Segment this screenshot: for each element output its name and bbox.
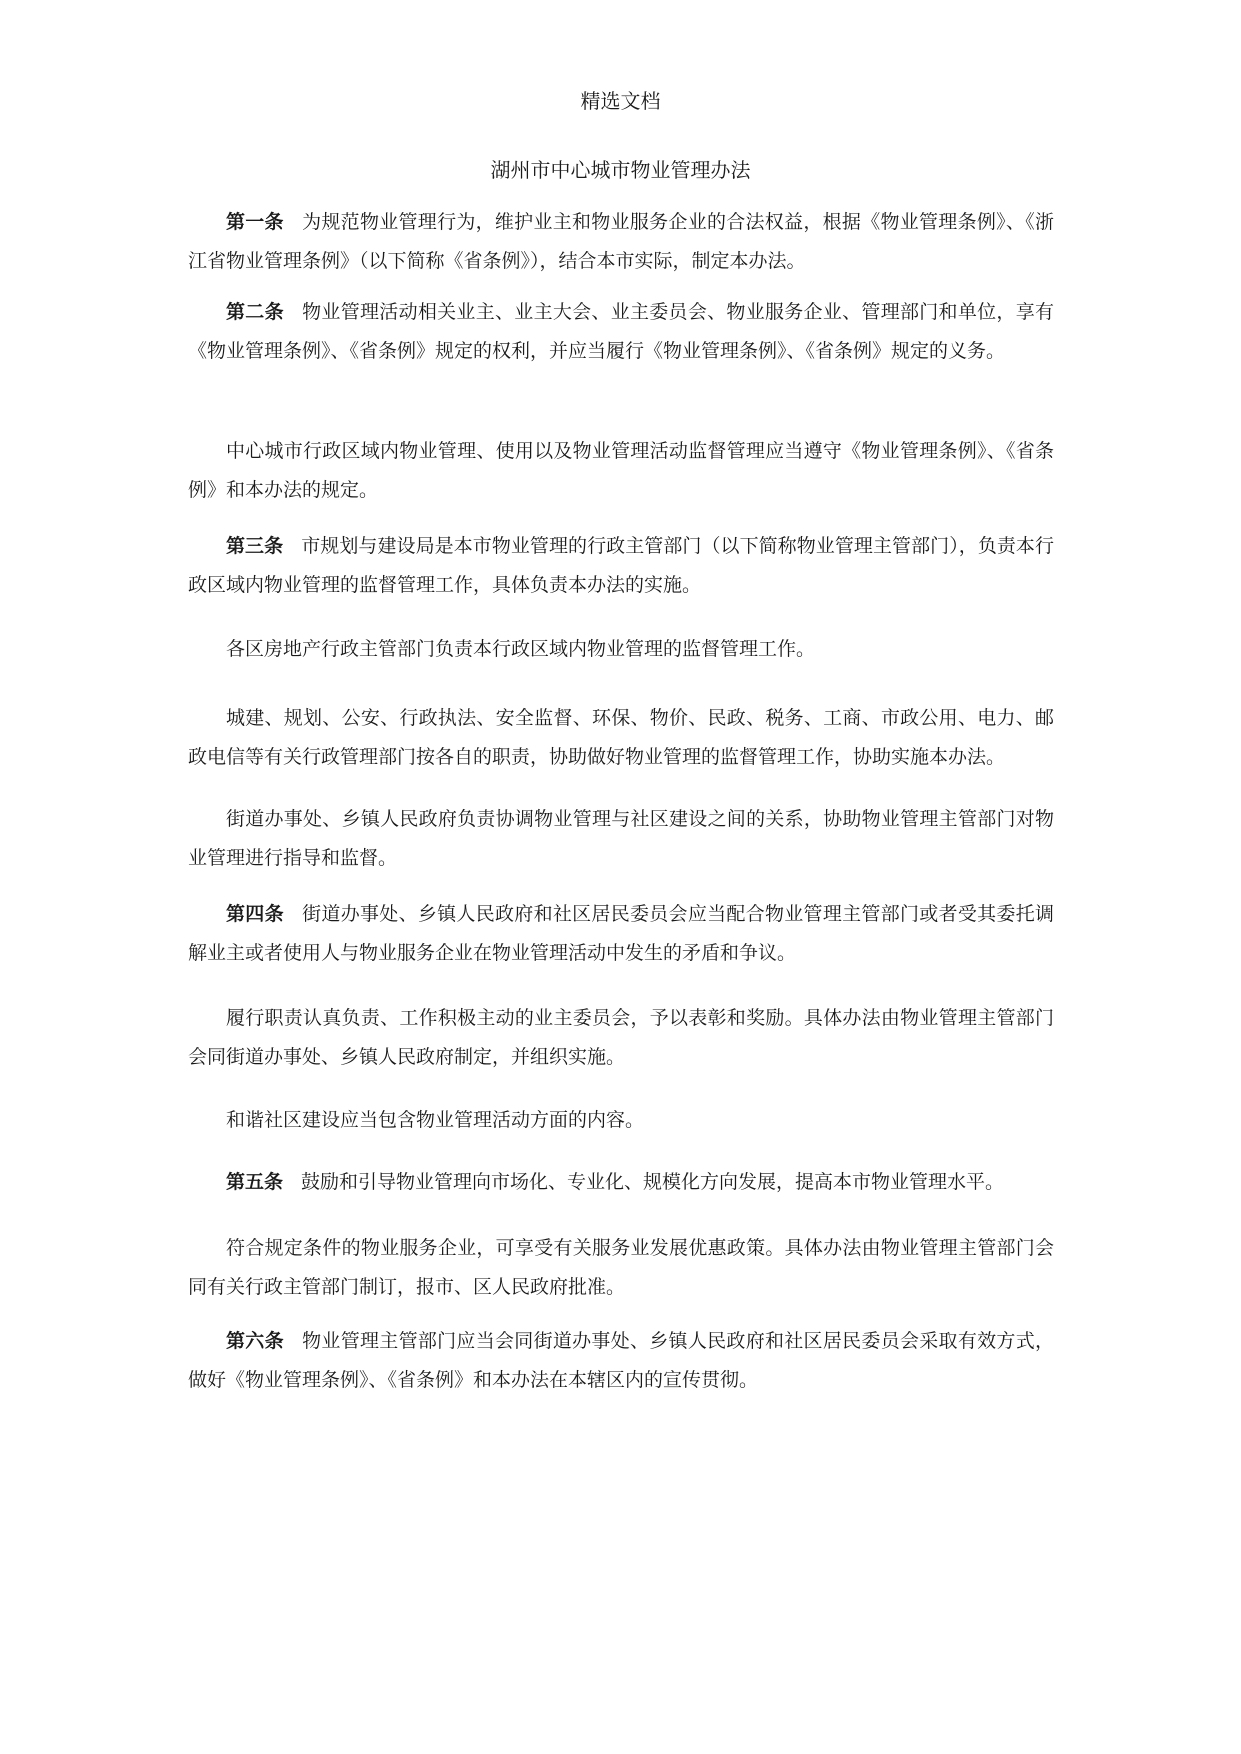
paragraph-article-1 (188, 203, 1054, 281)
paragraph-text: 符合规定条件的物业服务企业，可享受有关服务业发展优惠政策。具体办法由物业管理主管部门会同有关行政主管部门制订，报市、区人民政府批准。 (188, 1237, 1054, 1298)
page-header: 精选文档 (580, 89, 661, 113)
paragraph-article-5 (188, 1163, 1054, 1202)
paragraph (188, 432, 1054, 510)
paragraph (188, 999, 1054, 1077)
article-number: 第二条 (226, 301, 284, 323)
paragraph (188, 800, 1054, 878)
paragraph-text: 城建、规划、公安、行政执法、安全监督、环保、物价、民政、税务、工商、市政公用、电力、邮政电信等有关行政管理部门按各自的职责，协助做好物业管理的监督管理工作，协助实施本办法。 (188, 707, 1054, 768)
paragraph (188, 1229, 1054, 1307)
paragraph-text: 为规范物业管理行为，维护业主和物业服务企业的合法权益，根据《物业管理条例》、《浙江省物业管理条例》（以下简称《省条例》），结合本市实际，制定本办法。 (188, 211, 1054, 272)
paragraph-text: 和谐社区建设应当包含物业管理活动方面的内容。 (226, 1109, 645, 1131)
paragraph-article-6 (188, 1322, 1054, 1400)
article-number: 第四条 (226, 903, 284, 925)
paragraph-text: 履行职责认真负责、工作积极主动的业主委员会，予以表彰和奖励。具体办法由物业管理主管部门会同街道办事处、乡镇人民政府制定，并组织实施。 (188, 1007, 1054, 1068)
paragraph (188, 630, 1054, 669)
paragraph-text: 各区房地产行政主管部门负责本行政区域内物业管理的监督管理工作。 (226, 638, 816, 660)
paragraph-text: 鼓励和引导物业管理向市场化、专业化、规模化方向发展，提高本市物业管理水平。 (301, 1171, 1005, 1193)
paragraph-text: 中心城市行政区域内物业管理、使用以及物业管理活动监督管理应当遵守《物业管理条例》、《省条例》和本办法的规定。 (188, 440, 1054, 501)
paragraph-article-4 (188, 895, 1054, 973)
article-number: 第一条 (226, 211, 284, 233)
paragraph-article-3 (188, 527, 1054, 605)
paragraph-text: 物业管理活动相关业主、业主大会、业主委员会、物业服务企业、管理部门和单位，享有《物业管理条例》、《省条例》规定的权利，并应当履行《物业管理条例》、《省条例》规定的义务。 (188, 301, 1054, 362)
paragraph-text: 街道办事处、乡镇人民政府负责协调物业管理与社区建设之间的关系，协助物业管理主管部门对物业管理进行指导和监督。 (188, 808, 1054, 869)
paragraph-text: 物业管理主管部门应当会同街道办事处、乡镇人民政府和社区居民委员会采取有效方式，做好《物业管理条例》、《省条例》和本办法在本辖区内的宣传贯彻。 (188, 1330, 1054, 1391)
paragraph (188, 699, 1054, 777)
paragraph-text: 街道办事处、乡镇人民政府和社区居民委员会应当配合物业管理主管部门或者受其委托调解业主或者使用人与物业服务企业在物业管理活动中发生的矛盾和争议。 (188, 903, 1054, 964)
document-title: 湖州市中心城市物业管理办法 (490, 158, 751, 182)
paragraph-text: 市规划与建设局是本市物业管理的行政主管部门（以下简称物业管理主管部门），负责本行政区域内物业管理的监督管理工作，具体负责本办法的实施。 (188, 535, 1054, 596)
article-number: 第三条 (226, 535, 284, 557)
article-number: 第五条 (226, 1171, 284, 1193)
article-number: 第六条 (226, 1330, 284, 1352)
paragraph-article-2 (188, 293, 1054, 371)
paragraph (188, 1101, 1054, 1140)
